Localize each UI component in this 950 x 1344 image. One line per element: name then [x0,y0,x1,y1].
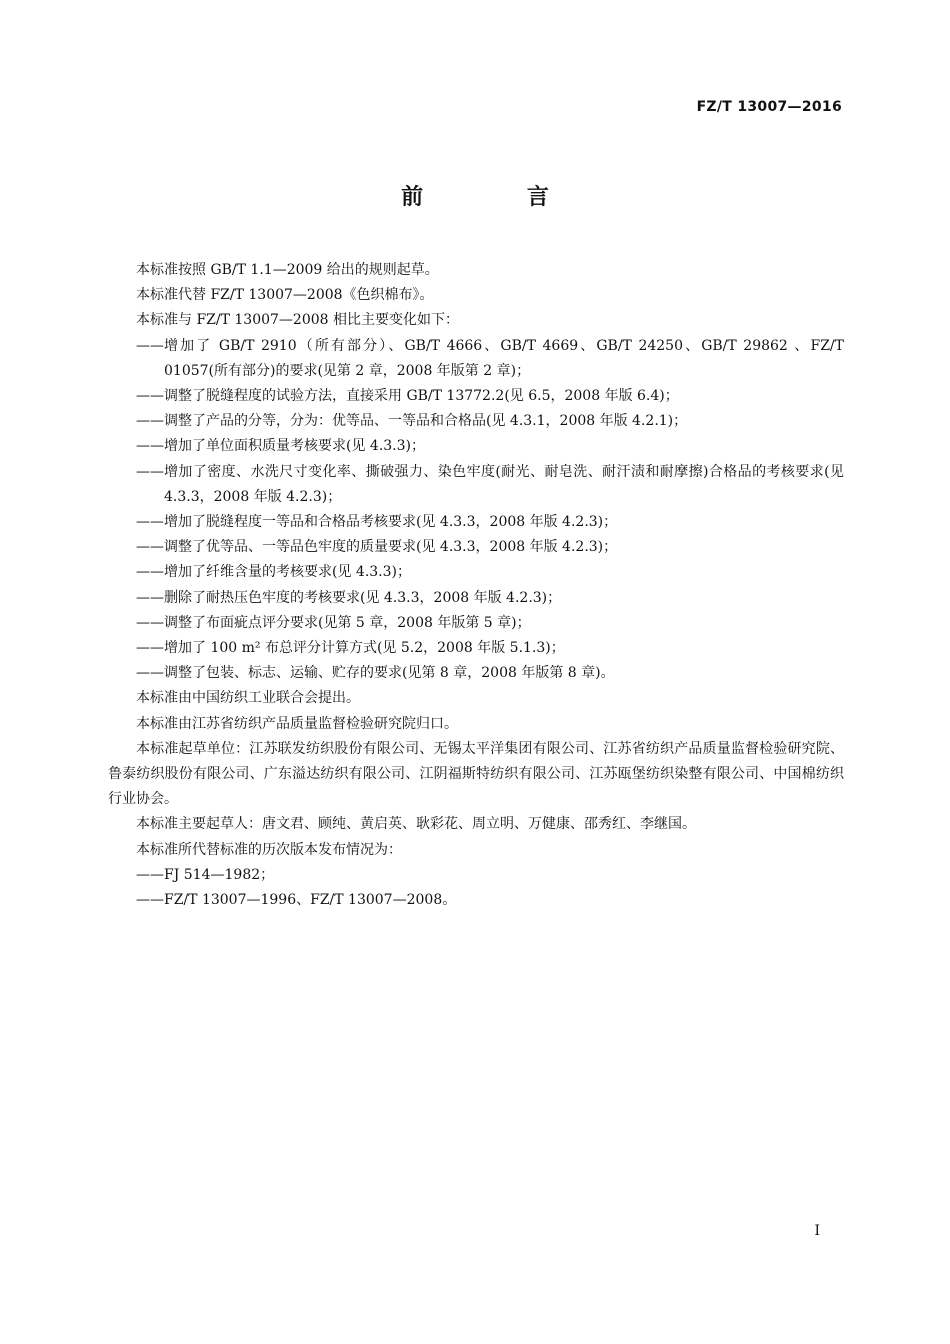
change-item [108,863,844,888]
change-item [108,636,844,661]
change-item [108,586,844,611]
change-item-text: 调整了产品的分等，分为：优等品、一等品和合格品(见 4.3.1，2008 年版 4.2.1)； [164,413,688,430]
change-item [108,661,844,686]
change-item-text: 调整了布面疵点评分要求(见第 5 章，2008 年版第 5 章)； [164,614,531,631]
change-item [108,510,844,535]
dash-mark: —— [136,388,164,405]
body-text [108,258,844,913]
paragraph: 本标准主要起草人：唐文君、顾纯、黄启英、耿彩花、周立明、万健康、邵秀红、李继国。 [136,816,696,833]
dash-mark: —— [136,614,164,631]
standard-code: FZ/T 13007—2016 [696,99,842,115]
change-item-text: FJ 514—1982； [164,866,275,883]
change-item-text: 调整了脱缝程度的试验方法，直接采用 GB/T 13772.2(见 6.5，2008 年版 6.4)； [164,388,679,405]
paragraph: 本标准按照 GB/T 1.1—2009 给出的规则起草。 [136,262,439,278]
change-item-text: 调整了优等品、一等品色牢度的质量要求(见 4.3.3，2008 年版 4.2.3)； [164,539,618,556]
change-item [108,434,844,459]
change-item-text: 删除了耐热压色牢度的考核要求(见 4.3.3，2008 年版 4.2.3)； [164,589,562,606]
change-item-text: 增加了 GB/T 2910（所有部分）、GB/T 4666、GB/T 4669、GB/T 24250、GB/T 29862 、FZ/T 01057(所有部分)的要求(见第 2 章，2008 年版第 2 章)； [164,337,844,379]
change-item [108,560,844,585]
change-item-text: 增加了纤维含量的考核要求(见 4.3.3)； [164,564,411,581]
dash-mark: —— [136,665,164,682]
paragraph: 本标准与 FZ/T 13007—2008 相比主要变化如下： [136,312,460,329]
change-item [108,535,844,560]
dash-mark: —— [136,438,164,455]
paragraph: 本标准由中国纺织工业联合会提出。 [136,690,360,707]
change-item-text: 增加了单位面积质量考核要求(见 4.3.3)； [164,438,425,455]
dash-mark: —— [136,564,164,581]
change-item-text: 调整了包装、标志、运输、贮存的要求(见第 8 章，2008 年版第 8 章)。 [164,665,615,682]
dash-mark: —— [136,463,164,480]
change-item-text: FZ/T 13007—1996、FZ/T 13007—2008。 [164,892,457,909]
change-item [108,384,844,409]
paragraph: 本标准起草单位：江苏联发纺织股份有限公司、无锡太平洋集团有限公司、江苏省纺织产品质量监督检验研究院、鲁泰纺织股份有限公司、广东溢达纺织有限公司、江阴福斯特纺织有限公司、江苏瓯堡纺织染整有限公司、中国棉纺织行业协会。 [108,740,844,808]
dash-mark: —— [136,539,164,556]
dash-mark: —— [136,589,164,606]
change-item [108,409,844,434]
change-item [108,334,844,384]
change-item-text: 增加了脱缝程度一等品和合格品考核要求(见 4.3.3，2008 年版 4.2.3)； [164,514,618,531]
paragraph: 本标准由江苏省纺织产品质量监督检验研究院归口。 [136,715,458,732]
dash-mark: —— [136,337,164,354]
paragraph: 本标准所代替标准的历次版本发布情况为： [136,841,402,858]
dash-mark: —— [136,640,164,657]
dash-mark: —— [136,892,164,909]
page-title: 前 言 [401,185,597,210]
dash-mark: —— [136,413,164,430]
dash-mark: —— [136,514,164,531]
change-item-text: 增加了密度、水洗尺寸变化率、撕破强力、染色牢度(耐光、耐皂洗、耐汗渍和耐摩擦)合格品的考核要求(见 4.3.3，2008 年版 4.2.3)； [164,463,844,505]
change-item [108,888,844,913]
change-item-text: 增加了 100 m² 布总评分计算方式(见 5.2，2008 年版 5.1.3)； [164,640,565,657]
dash-mark: —— [136,866,164,883]
change-item [108,611,844,636]
paragraph: 本标准代替 FZ/T 13007—2008《色织棉布》。 [136,287,434,304]
change-item [108,460,844,510]
page-number: I [814,1223,820,1239]
